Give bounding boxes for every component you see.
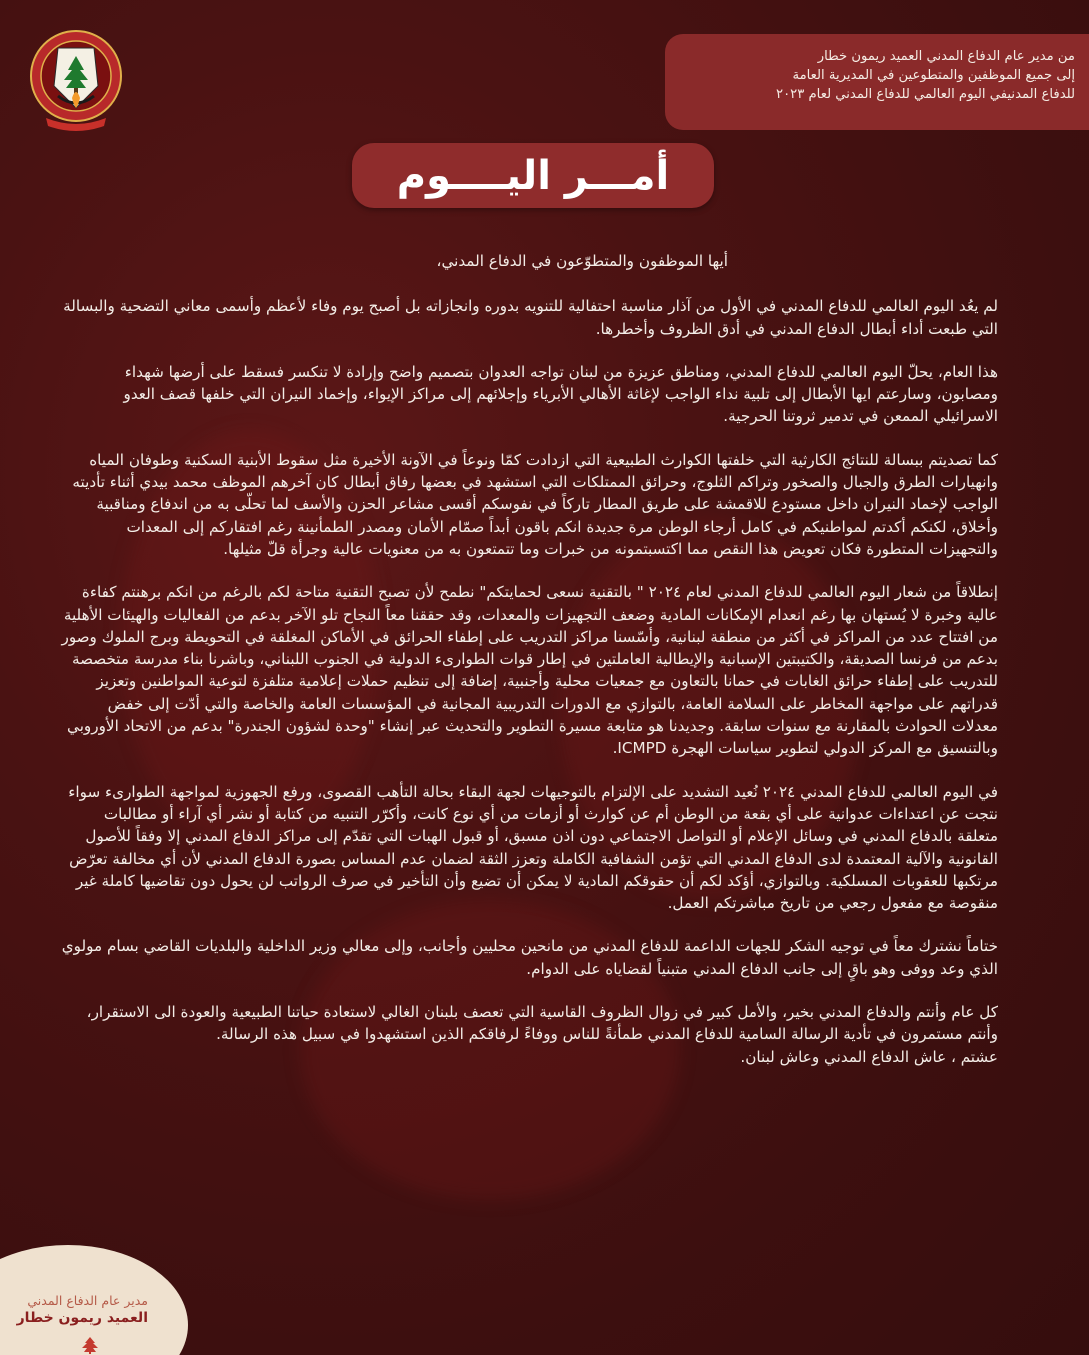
signature-name: العميد ريمون خطار <box>16 1310 148 1326</box>
closing-salute: عشتم ، عاش الدفاع المدني وعاش لبنان. <box>740 1047 998 1066</box>
paragraph: كما تصديتم ببسالة للنتائج الكارثية التي خلفتها الكوارث الطبيعية التي ازدادت كمّا ونوعاً في الآونة الأخيرة مثل سقوط الأبنية السكنية وطوفان المياه وانهيارات الطرق والجبال والصخور وتراكم الثلوج، وحرائق الممتلكات التي استشهد في بعضها رفاق أبطال كان آخرهم الموظف محمد بيدي أثناء تأديته الواجب لإخماد النيران داخل مستودع للاقمشة على طريق المطار تاركاً في نفوسكم أقسى مشاعر الحزن والأسف لما تحلّى به من اندفاع ومناقبية وأخلاق، لكنكم أكدتم لمواطنيكم في كامل أرجاء الوطن مرة جديدة انكم باقون أبداً صمّام الأمان ومصدر الطمأنينة رغم افتقاركم إلى المعدات والتجهيزات المتطورة فكان تعويض هذا النقص مما اكتسبتمونه من خبرات وما تتمتعون به من معنويات عالية وجرأة قلّ مثيلها. <box>72 450 998 558</box>
cedar-icon <box>78 1336 102 1354</box>
greeting: أيها الموظفون والمتطوّعون في الدفاع المدني، <box>436 252 728 270</box>
banner-line: من مدير عام الدفاع المدني العميد ريمون خطار <box>817 49 1075 64</box>
title-box <box>352 143 714 208</box>
signature <box>0 1293 148 1328</box>
civil-defense-emblem-icon <box>28 26 124 136</box>
paragraph: هذا العام، يحلّ اليوم العالمي للدفاع المدني، ومناطق عزيزة من لبنان تواجه العدوان بتصميم واضح وإرادة لا تنكسر فسقط على أرضها شهداء ومصابون، وسارعتم ايها الأبطال إلى تلبية نداء الواجب لإغاثة الأهالي الأبرياء وإجلائهم إلى مراكز الإيواء، وإخماد النيران التي خلفها قصف العدو الاسرائيلي الممعن في تدمير ثروتنا الحرجية. <box>123 362 998 426</box>
paragraph: لم يعُد اليوم العالمي للدفاع المدني في الأول من آذار مناسبة احتفالية للتنويه بدوره وانجازاته بل أصبح يوم وفاء لأعظم وأسمى معاني التضحية والبسالة التي طبعت أداء أبطال الدفاع المدني في أدق الظروف وأخطرها. <box>63 297 998 338</box>
signature-title: مدير عام الدفاع المدني <box>27 1293 148 1308</box>
closing-paragraph: كل عام وأنتم والدفاع المدني بخير، والأمل كبير في زوال الظروف القاسية التي تعصف بلبنان الغالي لاستعادة حياتنا الطبيعية والعودة الى الاستقرار، وأنتم مستمرون في تأدية الرسالة السامية للدفاع المدني طمأنةً للناس ووفاءً لرفاقكم الذين استشهدوا في سبيل هذه الرسالة. <box>86 1003 998 1044</box>
banner-line: للدفاع المدنيفي اليوم العالمي للدفاع المدني لعام ٢٠٢٣ <box>775 87 1075 102</box>
letter-body <box>60 250 998 1068</box>
paragraph: إنطلاقاً من شعار اليوم العالمي للدفاع المدني لعام ٢٠٢٤ " بالتقنية نسعى لحمايتكم" نطمح لأن تصبح التقنية متاحة لكم بالرغم من انكم برهنتم كفاءة عالية وخبرة لا يُستهان بها رغم انعدام الإمكانات المادية وضعف التجهيزات والمعدات، وقد حققنا معاً النجاح تلو الآخر بدعم من الفعاليات والهيئات الأهلية من افتتاح عدد من المراكز في أكثر من منطقة لبنانية، وأسّسنا مراكز التدريب على إطفاء الحرائق في الأماكن المغلقة في التحويطة وبرج الملوك وصور بدعم من فرنسا الصديقة، والكتيبتين الإسبانية والإيطالية العاملتين في إطار قوات الطوارىء الدولية في الجنوب اللبناني، وباشرنا بناء مدرسة متخصصة للتدريب على إطفاء حرائق الغابات في حمانا بالتعاون مع جمعيات محلية وأجنبية، إضافة إلى تنظيم حملات إعلامية متلفزة لتوعية المواطنين وتعزيز قدراتهم على مواجهة المخاطر على السلامة العامة، بالتوازي مع الدورات التدريبية المجانية في المؤسسات العامة والخاصة والتي أدّت إلى خفض معدلات الحوادث بالمقارنة مع سنوات سابقة. وجديدنا هو متابعة مسيرة التطوير والتحديث عبر إنشاء "وحدة لشؤون الجندرة" بدعم من الاتحاد الأوروبي وبالتنسيق مع المركز الدولي لتطوير سياسات الهجرة ICMPD. <box>61 583 998 758</box>
banner-line: إلى جميع الموظفين والمتطوعين في المديرية العامة <box>792 68 1075 83</box>
paragraph: في اليوم العالمي للدفاع المدني ٢٠٢٤ نُعيد التشديد على الإلتزام بالتوجيهات لجهة البقاء بحالة التأهب القصوى، ورفع الجهوزية لمواجهة الطوارىء سواء نتجت عن اعتداءات عدوانية على أي بقعة من الوطن أم عن كوارث أو أزمات من أي نوع كانت، وأكرّر التنبيه من كتابة أو نشر أي آراء أو مطالبات متعلقة بالدفاع المدني في وسائل الإعلام أو التواصل الاجتماعي دون اذن مسبق، أو قبول الهبات التي تقدّم إلى مراكز الدفاع المدني إلا وفقاً للأصول القانونية والآلية المعتمدة لدى الدفاع المدني التي تؤمن الشفافية الكاملة وتعزز الثقة لضمان عدم المساس بصورة الدفاع المدني لأن أي مخالفة تعرّض مرتكبها للعقوبات المسلكية. وبالتوازي، أؤكد لكم أن حقوقكم المادية لا يمكن أن تضيع وأن التأخير في صرف الرواتب لن يحول دون تقاضيها كاملة غير منقوصة مع مفعول رجعي من تاريخ مباشرتكم العمل. <box>68 782 998 913</box>
paragraph: ختاماً نشترك معاً في توجيه الشكر للجهات الداعمة للدفاع المدني من مانحين محليين وأجانب، وإلى معالي وزير الداخلية والبلديات القاضي بسام مولوي الذي وعد ووفى وهو باقٍ إلى جانب الدفاع المدني متبنياً لقضاياه على الدوام. <box>61 937 998 978</box>
header-banner <box>665 34 1089 130</box>
page-title: أمـــر اليــــوم <box>396 152 670 199</box>
